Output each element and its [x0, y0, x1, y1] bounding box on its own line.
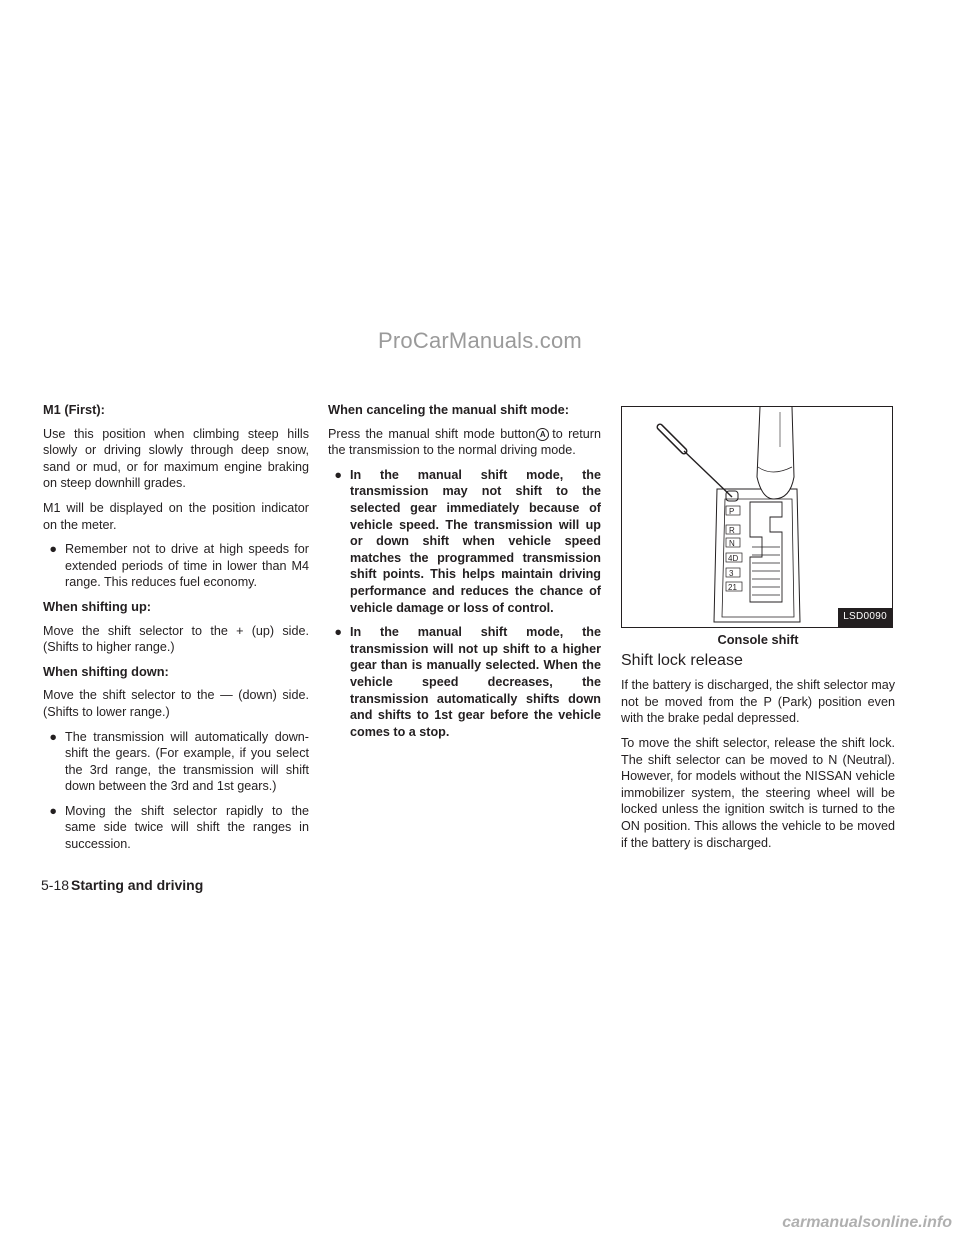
gear-label-4d: 4D: [728, 554, 739, 563]
bullet-item: [328, 467, 601, 616]
page-number: 5-18: [41, 877, 70, 893]
page-footer: [41, 877, 203, 893]
paragraph: Move the shift selector to the — (down) side. (Shifts to lower range.): [43, 688, 309, 719]
heading-shifting-down: When shifting down:: [43, 663, 169, 679]
bullet-item: [43, 729, 309, 795]
bullet-icon: ●: [334, 467, 342, 482]
column-right: [621, 406, 895, 859]
bullet-item: [328, 624, 601, 740]
column-middle: [328, 402, 601, 748]
watermark-top: ProCarManuals.com: [378, 328, 582, 353]
bullet-icon: ●: [49, 542, 57, 557]
bullet-item: [43, 541, 309, 591]
paragraph: Use this position when climbing steep hills slowly or driving slowly through deep snow, sand or mud, or for maximum engine braking on steep downhill grades.: [43, 426, 309, 491]
paragraph: To move the shift selector, release the shift lock. The shift selector can be moved to N (Neutral). However, for models without the NISSAN vehicle immobilizer system, the steering wheel will be locked unless the ignition switch is turned to the ON position. This allows the vehicle to be moved if the battery is discharged.: [621, 735, 895, 850]
paragraph-part: Press the manual shift mode button: [328, 426, 536, 441]
bullet-text: In the manual shift mode, the transmission will not up shift to a higher gear than is manually selected. When the vehicle speed decreases, the transmission automatically shifts down and shifts to 1st gear before the vehicle comes to a stop.: [350, 625, 601, 739]
figure-code: LSD0090: [838, 608, 892, 627]
gear-label-p: P: [729, 507, 735, 516]
bullet-text: Remember not to drive at high speeds for extended periods of time in lower than M4 range. This reduces fuel economy.: [65, 542, 309, 590]
heading-m1: M1 (First):: [43, 402, 105, 417]
heading-shifting-up: When shifting up:: [43, 598, 152, 614]
gear-label-21: 21: [728, 583, 737, 592]
column-left: [43, 402, 309, 861]
gear-label-n: N: [729, 539, 735, 548]
gear-label-r: R: [729, 526, 735, 535]
paragraph: M1 will be displayed on the position indicator on the meter.: [43, 500, 309, 532]
chapter-title: Starting and driving: [71, 877, 204, 893]
bullet-text: Moving the shift selector rapidly to the same side twice will shift the ranges in succession.: [65, 803, 309, 852]
marker-a-icon: A: [536, 428, 549, 441]
heading-canceling-manual: When canceling the manual shift mode:: [328, 402, 570, 417]
paragraph: If the battery is discharged, the shift selector may not be moved from the P (Park) position even with the brake pedal depressed.: [621, 678, 895, 726]
bullet-item: [43, 803, 309, 853]
bullet-icon: ●: [334, 625, 342, 640]
figure-caption: Console shift: [717, 632, 799, 647]
bullet-text: The transmission will automatically down-shift the gears. (For example, if you select the 3rd range, the transmission will shift down between the 3rd and 1st gears.): [65, 729, 309, 794]
paragraph: Move the shift selector to the + (up) side. (Shifts to higher range.): [43, 623, 309, 655]
watermark-bottom: carmanualsonline.info: [782, 1214, 952, 1231]
bullet-icon: ●: [49, 729, 57, 744]
bullet-icon: ●: [49, 803, 57, 818]
bullet-text: In the manual shift mode, the transmission may not shift to the selected gear immediately because of vehicle speed. The transmission will up or down shift when vehicle speed matches the programmed transmission shift points. This helps maintain driving performance and reduces the chance of vehicle damage or loss of control.: [350, 467, 601, 615]
gear-label-3: 3: [729, 569, 734, 578]
console-shift-illustration: [622, 407, 892, 627]
paragraph: [328, 426, 601, 459]
console-shift-figure: [621, 406, 893, 628]
paragraph-part: to return the transmission to the normal driving mode.: [328, 426, 601, 458]
section-title: Shift lock release: [621, 651, 743, 669]
